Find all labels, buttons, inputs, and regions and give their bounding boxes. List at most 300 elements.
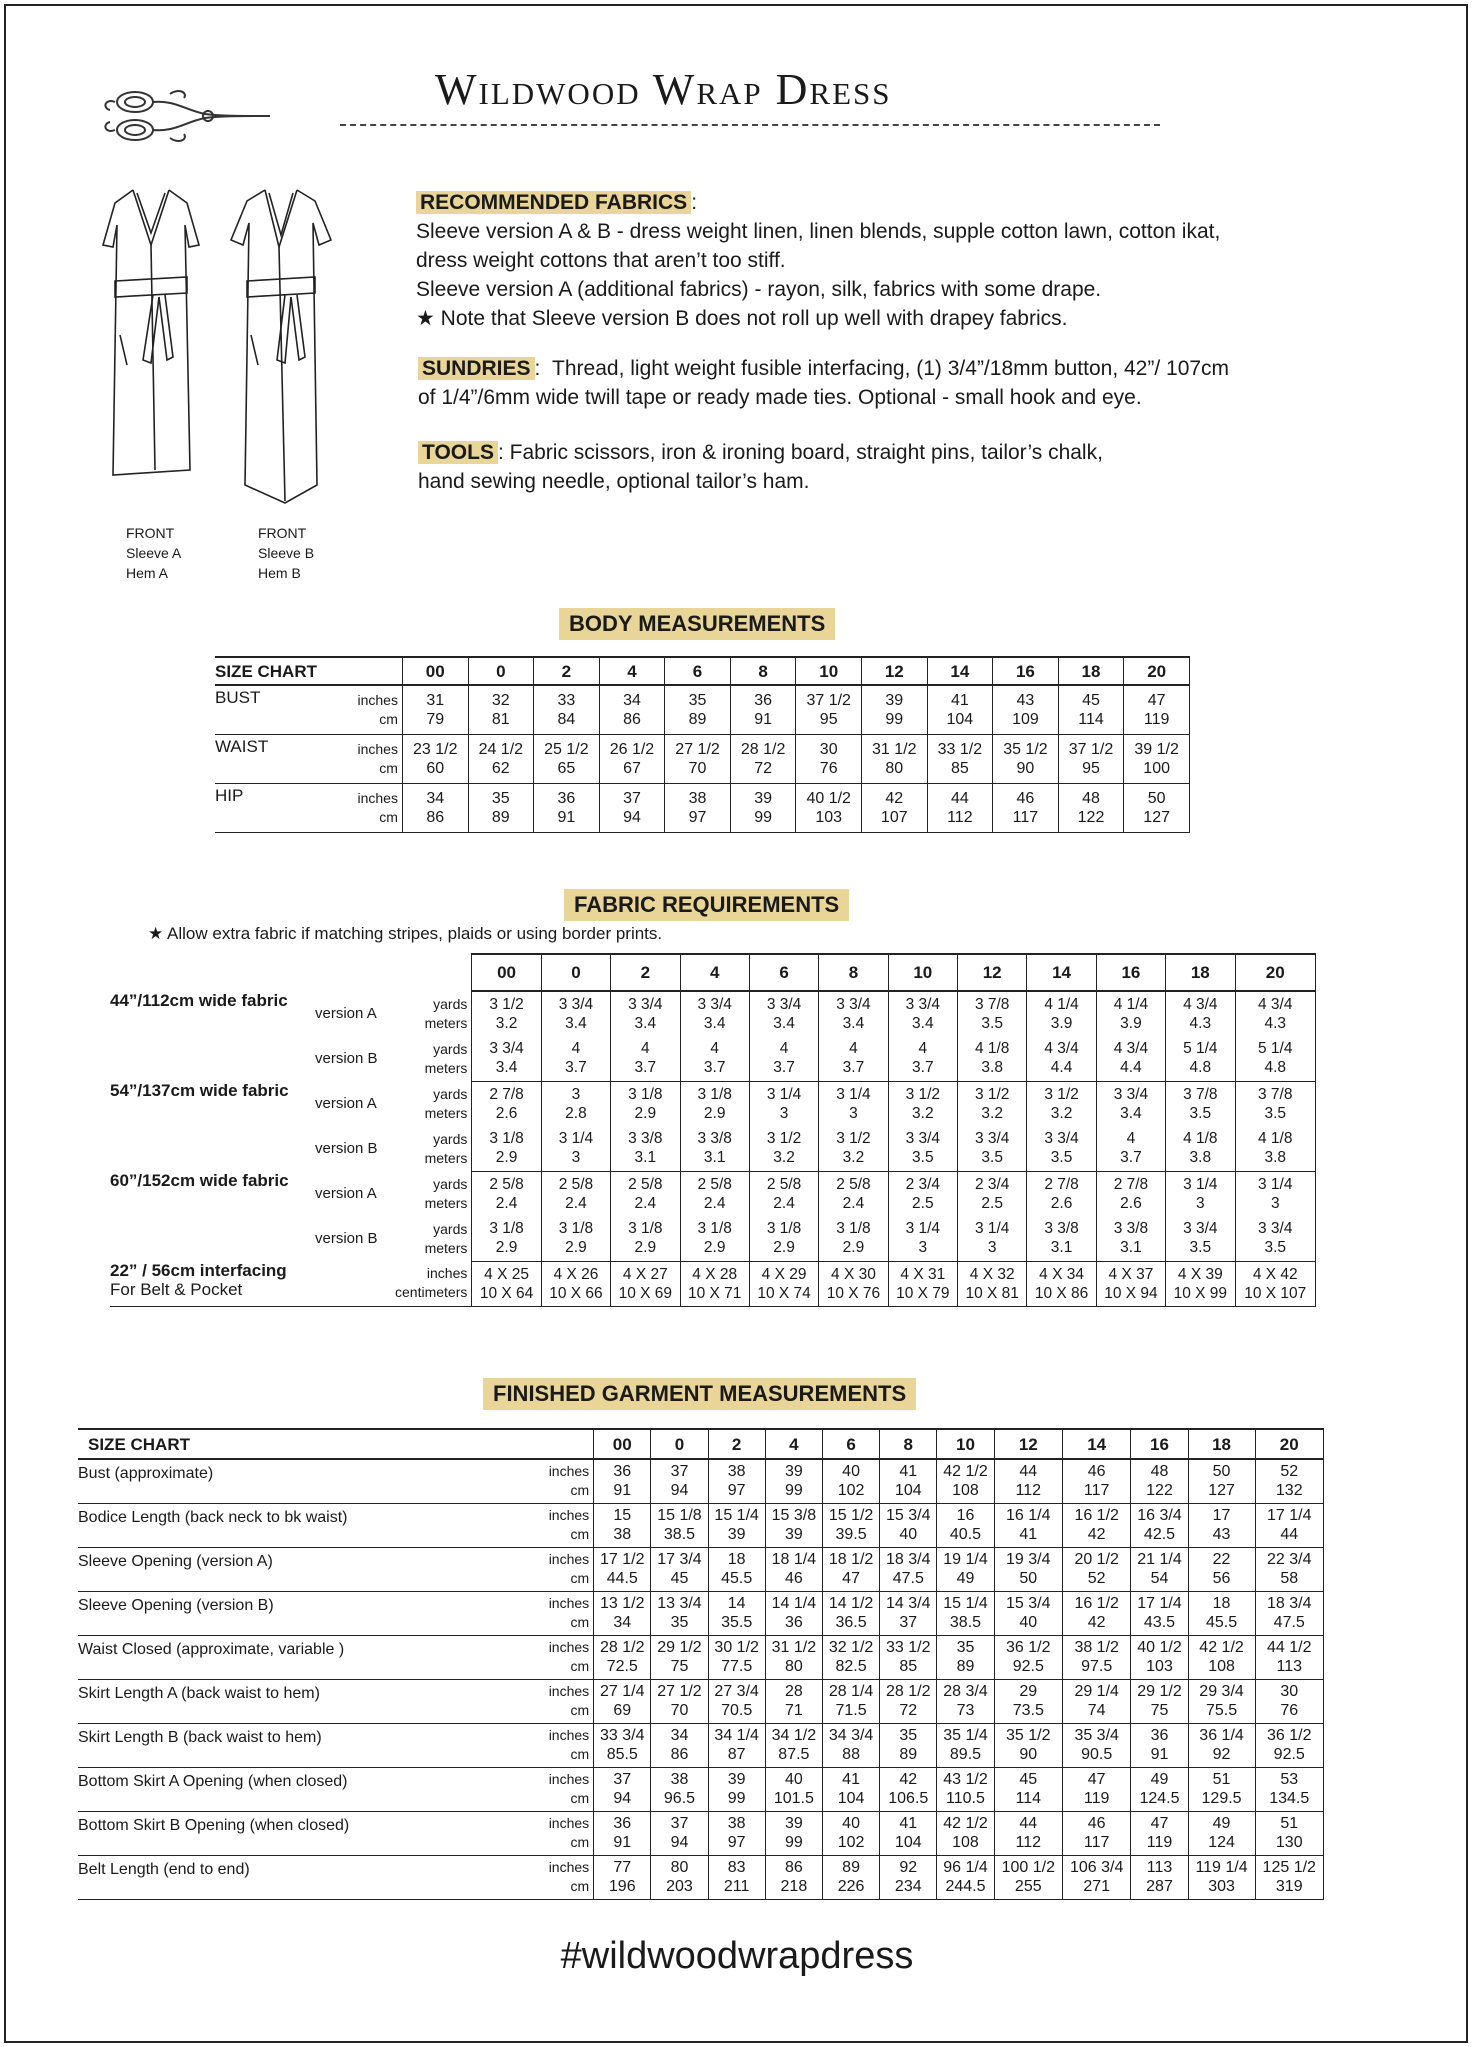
value-cell-top: 16 [956,1507,975,1524]
value-cell-bottom: 104 [894,1482,922,1500]
value-cell [765,1723,822,1767]
value-cell [611,1261,680,1306]
value-cell-top: 17 1/4 [1267,1507,1312,1524]
value-cell-top: 18 3/4 [1267,1595,1312,1612]
value-cell-bottom: 39.5 [835,1526,867,1543]
value-cell-bottom: 218 [780,1878,808,1895]
value-cell [796,783,862,832]
table-row [78,1547,1324,1591]
value-cell-top: 22 [1212,1551,1231,1568]
value-cell-bottom: 36.5 [835,1614,867,1631]
row-label: Bottom Skirt A Opening (when closed) [78,1767,520,1811]
value-cell-top: 15 1/4 [943,1595,988,1612]
value-cell [1131,1855,1188,1899]
size-header: 6 [665,657,731,685]
value-cell-top: 44 [1019,1815,1038,1832]
value-cell-top: 35 [956,1639,975,1656]
value-cell-bottom: 80 [885,759,904,777]
value-cell [594,1635,651,1679]
value-cell-top: 36 1/2 [1006,1639,1051,1656]
value-cell [1124,685,1190,734]
value-cell-top: 36 1/4 [1199,1727,1244,1744]
value-cell-bottom: 134.5 [1269,1790,1310,1807]
value-cell-bottom: 56 [1212,1570,1231,1587]
value-cell-bottom: 2.9 [565,1239,587,1257]
value-cell [402,783,468,832]
value-cell-top: 28 1/2 [740,740,786,758]
value-cell-bottom: 70 [688,759,707,777]
table-row [110,1216,1316,1261]
value-cell [880,1723,937,1767]
value-cell [765,1591,822,1635]
row-label: Bust (approximate) [78,1459,520,1503]
value-cell-top: 28 1/2 [886,1683,931,1700]
value-cell-top: 41 [842,1771,860,1788]
unit-cell-bottom: meters [424,1059,468,1076]
value-cell [1058,783,1124,832]
value-cell-top: 3 1/8 [628,1085,663,1103]
value-cell [680,1081,749,1126]
value-cell-bottom: 119 [1146,1834,1173,1851]
value-cell [708,1723,765,1767]
value-cell-top: 2 5/8 [766,1175,802,1193]
value-cell-bottom: 3.4 [634,1015,657,1032]
unit-cell-top: inches [357,789,398,806]
value-cell-top: 4 [1126,1130,1136,1148]
value-cell-bottom: 106.5 [888,1790,929,1807]
value-cell-bottom: 113 [1276,1658,1302,1675]
value-cell-top: 30 [819,740,838,758]
value-cell [765,1811,822,1855]
value-cell [937,1591,994,1635]
value-cell [1062,1723,1130,1767]
value-cell-top: 3 1/2 [974,1085,1010,1103]
value-cell-bottom: 89.5 [949,1746,982,1763]
size-header: 2 [534,657,600,685]
value-cell-bottom: 4.8 [1264,1059,1287,1077]
value-cell [1235,1036,1316,1081]
value-cell [611,991,680,1036]
value-cell-top: 35 1/4 [943,1727,988,1744]
value-cell [1096,991,1165,1036]
fabric-width-text: 54”/137cm wide fabric [110,1081,289,1100]
size-header: 16 [993,657,1059,685]
value-cell [611,1171,680,1216]
value-cell-top: 2 3/4 [905,1175,941,1193]
value-cell-top: 38 [688,789,707,807]
value-cell [822,1679,879,1723]
value-cell-top: 37 [670,1815,689,1832]
value-cell-bottom: 3.2 [842,1149,865,1167]
value-cell [1255,1591,1324,1635]
value-cell-bottom: 85 [950,759,969,777]
value-cell-bottom: 3.5 [981,1149,1003,1167]
value-cell-bottom: 89 [899,1746,918,1763]
value-cell-top: 31 [426,691,445,709]
value-cell-top: 15 1/8 [657,1507,702,1524]
value-cell [1062,1811,1130,1855]
value-cell-bottom: 71.5 [835,1702,867,1719]
value-cell [958,991,1027,1036]
recommended-fabrics-heading: RECOMMENDED FABRICS [416,191,691,214]
value-cell-bottom: 196 [608,1878,636,1895]
value-cell-bottom: 54 [1150,1570,1169,1587]
value-cell [1131,1767,1188,1811]
value-cell [749,1126,818,1171]
value-cell [611,1216,680,1261]
value-cell-bottom: 108 [952,1834,979,1851]
value-cell [1255,1679,1324,1723]
value-cell-top: 29 1/2 [657,1639,702,1656]
dress-front-b-illustration [225,185,335,510]
value-cell-bottom: 89 [688,710,707,728]
value-cell-bottom: 99 [885,710,904,728]
value-cell [888,1126,957,1171]
value-cell [402,685,468,734]
value-cell-bottom: 77.5 [721,1658,753,1675]
size-header: 10 [888,954,957,991]
unit-cell [317,783,403,832]
value-cell-top: 119 1/4 [1195,1859,1248,1876]
value-cell-bottom: 10 X 86 [1034,1284,1089,1302]
value-cell [541,1036,610,1081]
value-cell [819,1126,888,1171]
unit-cell-bottom: meters [424,1149,468,1166]
value-cell-top: 34 3/4 [828,1727,874,1744]
value-cell [594,1547,651,1591]
value-cell-bottom: 3.4 [1120,1104,1142,1122]
value-cell [651,1723,708,1767]
size-header: 18 [1166,954,1235,991]
value-cell-top: 27 1/2 [675,740,720,758]
value-cell-top: 33 [557,691,576,709]
value-cell-bottom: 3.7 [773,1059,795,1077]
value-cell-bottom: 132 [1275,1482,1303,1500]
value-cell-top: 16 1/4 [1006,1507,1051,1524]
value-cell-top: 16 1/2 [1074,1507,1119,1524]
value-cell [472,1171,541,1216]
value-cell [730,734,796,783]
value-cell [880,1679,937,1723]
value-cell [651,1459,708,1503]
size-header: 18 [1058,657,1124,685]
value-cell-bottom: 72.5 [606,1658,638,1675]
value-cell [958,1261,1027,1306]
value-cell [402,734,468,783]
value-cell-top: 4 1/4 [1044,996,1079,1013]
value-cell-top: 38 [727,1463,746,1481]
unit-cell [520,1811,593,1855]
value-cell-top: 15 3/4 [1006,1595,1051,1612]
value-cell-bottom: 10 X 94 [1104,1284,1158,1302]
value-cell-bottom: 3 [779,1104,789,1122]
value-cell-bottom: 2.4 [773,1194,795,1212]
value-cell-bottom: 40.5 [949,1526,982,1543]
value-cell [749,1171,818,1216]
value-cell-top: 48 [1150,1463,1169,1481]
value-cell [765,1767,822,1811]
value-cell [680,1126,749,1171]
value-cell-bottom: 87 [727,1746,746,1763]
value-cell [594,1679,651,1723]
size-header: 2 [611,954,680,991]
value-cell-top: 3 3/4 [905,1130,941,1148]
size-header: 20 [1124,657,1190,685]
value-cell-bottom: 10 X 66 [549,1284,603,1302]
value-cell-bottom: 10 X 81 [965,1284,1019,1302]
value-cell-bottom: 94 [670,1482,689,1500]
value-cell [1096,1036,1165,1081]
value-cell-top: 42 1/2 [943,1463,988,1481]
value-cell [651,1679,708,1723]
value-cell [594,1503,651,1547]
value-cell-bottom: 10 X 76 [826,1284,881,1302]
value-cell-bottom: 45 [670,1570,689,1587]
version-label: version A [315,1005,377,1022]
dress-front-a-illustration [95,185,205,485]
value-cell [796,685,862,734]
value-cell [937,1811,994,1855]
value-cell [1131,1503,1188,1547]
value-cell [993,734,1059,783]
value-cell [1235,1171,1316,1216]
value-cell [765,1635,822,1679]
value-cell-top: 23 1/2 [412,740,458,758]
value-cell [994,1547,1062,1591]
value-cell [599,783,665,832]
value-cell [765,1547,822,1591]
value-cell-top: 39 [784,1463,803,1481]
fabric-width-label [110,1216,315,1261]
value-cell-bottom: 10 X 107 [1244,1284,1307,1302]
unit-cell [520,1547,593,1591]
value-cell-top: 26 1/2 [609,740,655,758]
value-cell-bottom: 3.1 [1120,1239,1142,1257]
unit-cell-top: yards [433,995,468,1012]
value-cell-top: 3 1/8 [697,1085,732,1103]
value-cell-top: 125 1/2 [1262,1859,1316,1876]
value-cell-top: 15 1/2 [828,1507,874,1524]
value-cell-top: 14 1/2 [828,1595,874,1612]
table-row [215,685,1190,734]
unit-cell-top: inches [548,1551,590,1567]
value-cell [1255,1635,1324,1679]
value-cell-top: 29 1/4 [1074,1683,1119,1700]
value-cell-top: 40 [842,1815,860,1832]
value-cell-top: 39 [727,1771,746,1788]
size-header: 14 [1062,1429,1130,1459]
size-header: 12 [861,657,927,685]
value-cell-bottom: 2.6 [495,1104,518,1122]
unit-cell-bottom: cm [570,1482,590,1499]
value-cell [599,734,665,783]
value-cell-top: 4 X 39 [1177,1265,1223,1283]
unit-cell-top: inches [426,1265,468,1282]
unit-cell-top: inches [548,1639,590,1655]
value-cell-bottom: 72 [754,759,773,777]
value-cell [1131,1723,1188,1767]
value-cell-bottom: 92.5 [1273,1746,1305,1763]
unit-cell-top: inches [548,1595,590,1611]
unit-cell-top: yards [433,1175,468,1192]
value-cell-bottom: 92.5 [1012,1658,1044,1675]
unit-cell [520,1855,593,1899]
value-cell [680,1261,749,1306]
value-cell [822,1591,879,1635]
unit-cell-bottom: cm [379,759,398,776]
value-cell-top: 3 3/8 [1113,1220,1149,1238]
value-cell-bottom: 2.9 [703,1104,726,1122]
unit-cell [520,1635,593,1679]
value-cell [1166,1036,1235,1081]
value-cell-top: 106 3/4 [1069,1859,1124,1876]
value-cell [594,1767,651,1811]
size-header: 20 [1235,954,1316,991]
unit-cell-bottom: cm [570,1834,590,1850]
unit-cell-top: inches [357,691,398,708]
scissors-ornament-icon [100,80,360,150]
value-cell-bottom: 90.5 [1081,1746,1113,1763]
value-cell-top: 49 [1150,1771,1169,1788]
value-cell-top: 18 [727,1551,746,1568]
value-cell [468,734,534,783]
value-cell [1124,734,1190,783]
value-cell-top: 3 3/4 [1258,1220,1293,1238]
value-cell-top: 3 3/4 [1183,1220,1218,1238]
value-cell [819,1216,888,1261]
value-cell [927,685,993,734]
value-cell-top: 3 1/8 [489,1220,524,1238]
value-cell-bottom: 50 [1019,1570,1038,1587]
value-cell-top: 28 3/4 [943,1683,988,1700]
value-cell-top: 45 [1082,691,1100,709]
value-cell-top: 52 [1280,1463,1299,1481]
value-cell [994,1503,1062,1547]
value-cell-bottom: 319 [1275,1878,1303,1895]
value-cell-bottom: 3 [918,1239,928,1257]
size-header: 8 [819,954,888,991]
value-cell-bottom: 3.4 [703,1015,726,1032]
unit-cell-bottom: cm [570,1702,590,1718]
value-cell [1188,1503,1255,1547]
fabric-width-text: 22” / 56cm interfacing [110,1261,287,1280]
value-cell [822,1855,879,1899]
unit-cell-top: inches [548,1815,590,1831]
value-cell-top: 4 X 37 [1108,1265,1154,1283]
header-spacer [110,954,472,991]
table-row [110,1261,1316,1306]
unit-cell-top: inches [548,1771,590,1787]
value-cell-top: 3 7/8 [1183,1085,1218,1103]
value-cell [749,1261,818,1306]
value-cell [1062,1591,1130,1635]
value-cell [880,1591,937,1635]
value-cell-top: 34 [623,691,641,709]
value-cell [1255,1459,1324,1503]
size-header: 18 [1188,1429,1255,1459]
value-cell [994,1855,1062,1899]
value-cell [1166,991,1235,1036]
fabric-width-subtext: For Belt & Pocket [110,1280,243,1299]
value-cell [1096,1216,1165,1261]
size-header: 6 [749,954,818,991]
value-cell-bottom: 122 [1146,1482,1173,1500]
size-header: 2 [708,1429,765,1459]
value-cell [937,1547,994,1591]
value-cell [819,1171,888,1216]
value-cell [1062,1459,1130,1503]
value-cell [819,1081,888,1126]
unit-cell [395,1171,472,1216]
value-cell-top: 24 1/2 [478,740,524,758]
value-cell-bottom: 2.8 [565,1104,587,1122]
value-cell [708,1679,765,1723]
value-cell-top: 36 [613,1463,632,1481]
value-cell-top: 3 3/8 [697,1130,732,1148]
value-cell-top: 4 X 28 [692,1265,738,1283]
value-cell-top: 4 X 42 [1252,1265,1298,1283]
value-cell [1188,1635,1255,1679]
value-cell-top: 4 [779,1040,789,1058]
value-cell-bottom: 38.5 [949,1614,982,1631]
value-cell-top: 4 X 32 [969,1265,1015,1283]
value-cell-bottom: 2.4 [634,1194,657,1212]
table-row [78,1635,1324,1679]
finished-garment-title: FINISHED GARMENT MEASUREMENTS [483,1378,916,1410]
value-cell [651,1591,708,1635]
value-cell-top: 40 1/2 [806,789,851,807]
size-header: 14 [927,657,993,685]
value-cell [822,1635,879,1679]
value-cell [819,1261,888,1306]
value-cell-bottom: 84 [557,710,576,728]
value-cell-top: 43 1/2 [943,1771,988,1788]
value-cell-bottom: 104 [837,1790,865,1807]
value-cell-top: 3 7/8 [1258,1085,1293,1103]
value-cell-top: 80 [670,1859,689,1876]
value-cell-top: 14 1/4 [771,1595,817,1612]
unit-cell-bottom: cm [570,1570,590,1586]
value-cell-top: 34 [670,1727,689,1744]
table-header-row [110,954,1316,991]
value-cell-bottom: 95 [1082,759,1100,777]
value-cell-top: 13 3/4 [657,1595,702,1612]
value-cell-bottom: 47 [842,1570,860,1587]
value-cell-bottom: 3.1 [703,1149,726,1167]
value-cell-top: 35 1/2 [1003,740,1048,758]
value-cell [680,1171,749,1216]
value-cell-top: 47 [1147,691,1166,709]
unit-cell-top: yards [433,1085,468,1102]
value-cell-bottom: 255 [1014,1878,1042,1895]
value-cell [888,991,957,1036]
value-cell [749,1081,818,1126]
value-cell [1096,1261,1165,1306]
value-cell-bottom: 102 [837,1482,865,1500]
value-cell-bottom: 91 [557,808,576,826]
value-cell-top: 3 3/8 [1044,1220,1079,1238]
value-cell [730,783,796,832]
unit-cell [520,1679,593,1723]
value-cell-top: 3 1/8 [836,1220,871,1238]
value-cell [1255,1723,1324,1767]
value-cell-bottom: 89 [956,1658,975,1675]
value-cell-bottom: 211 [723,1878,750,1895]
value-cell-top: 37 1/2 [806,691,851,709]
fabric-width-label [110,991,315,1036]
value-cell-bottom: 119 [1083,1790,1110,1807]
value-cell-bottom: 65 [557,759,576,777]
